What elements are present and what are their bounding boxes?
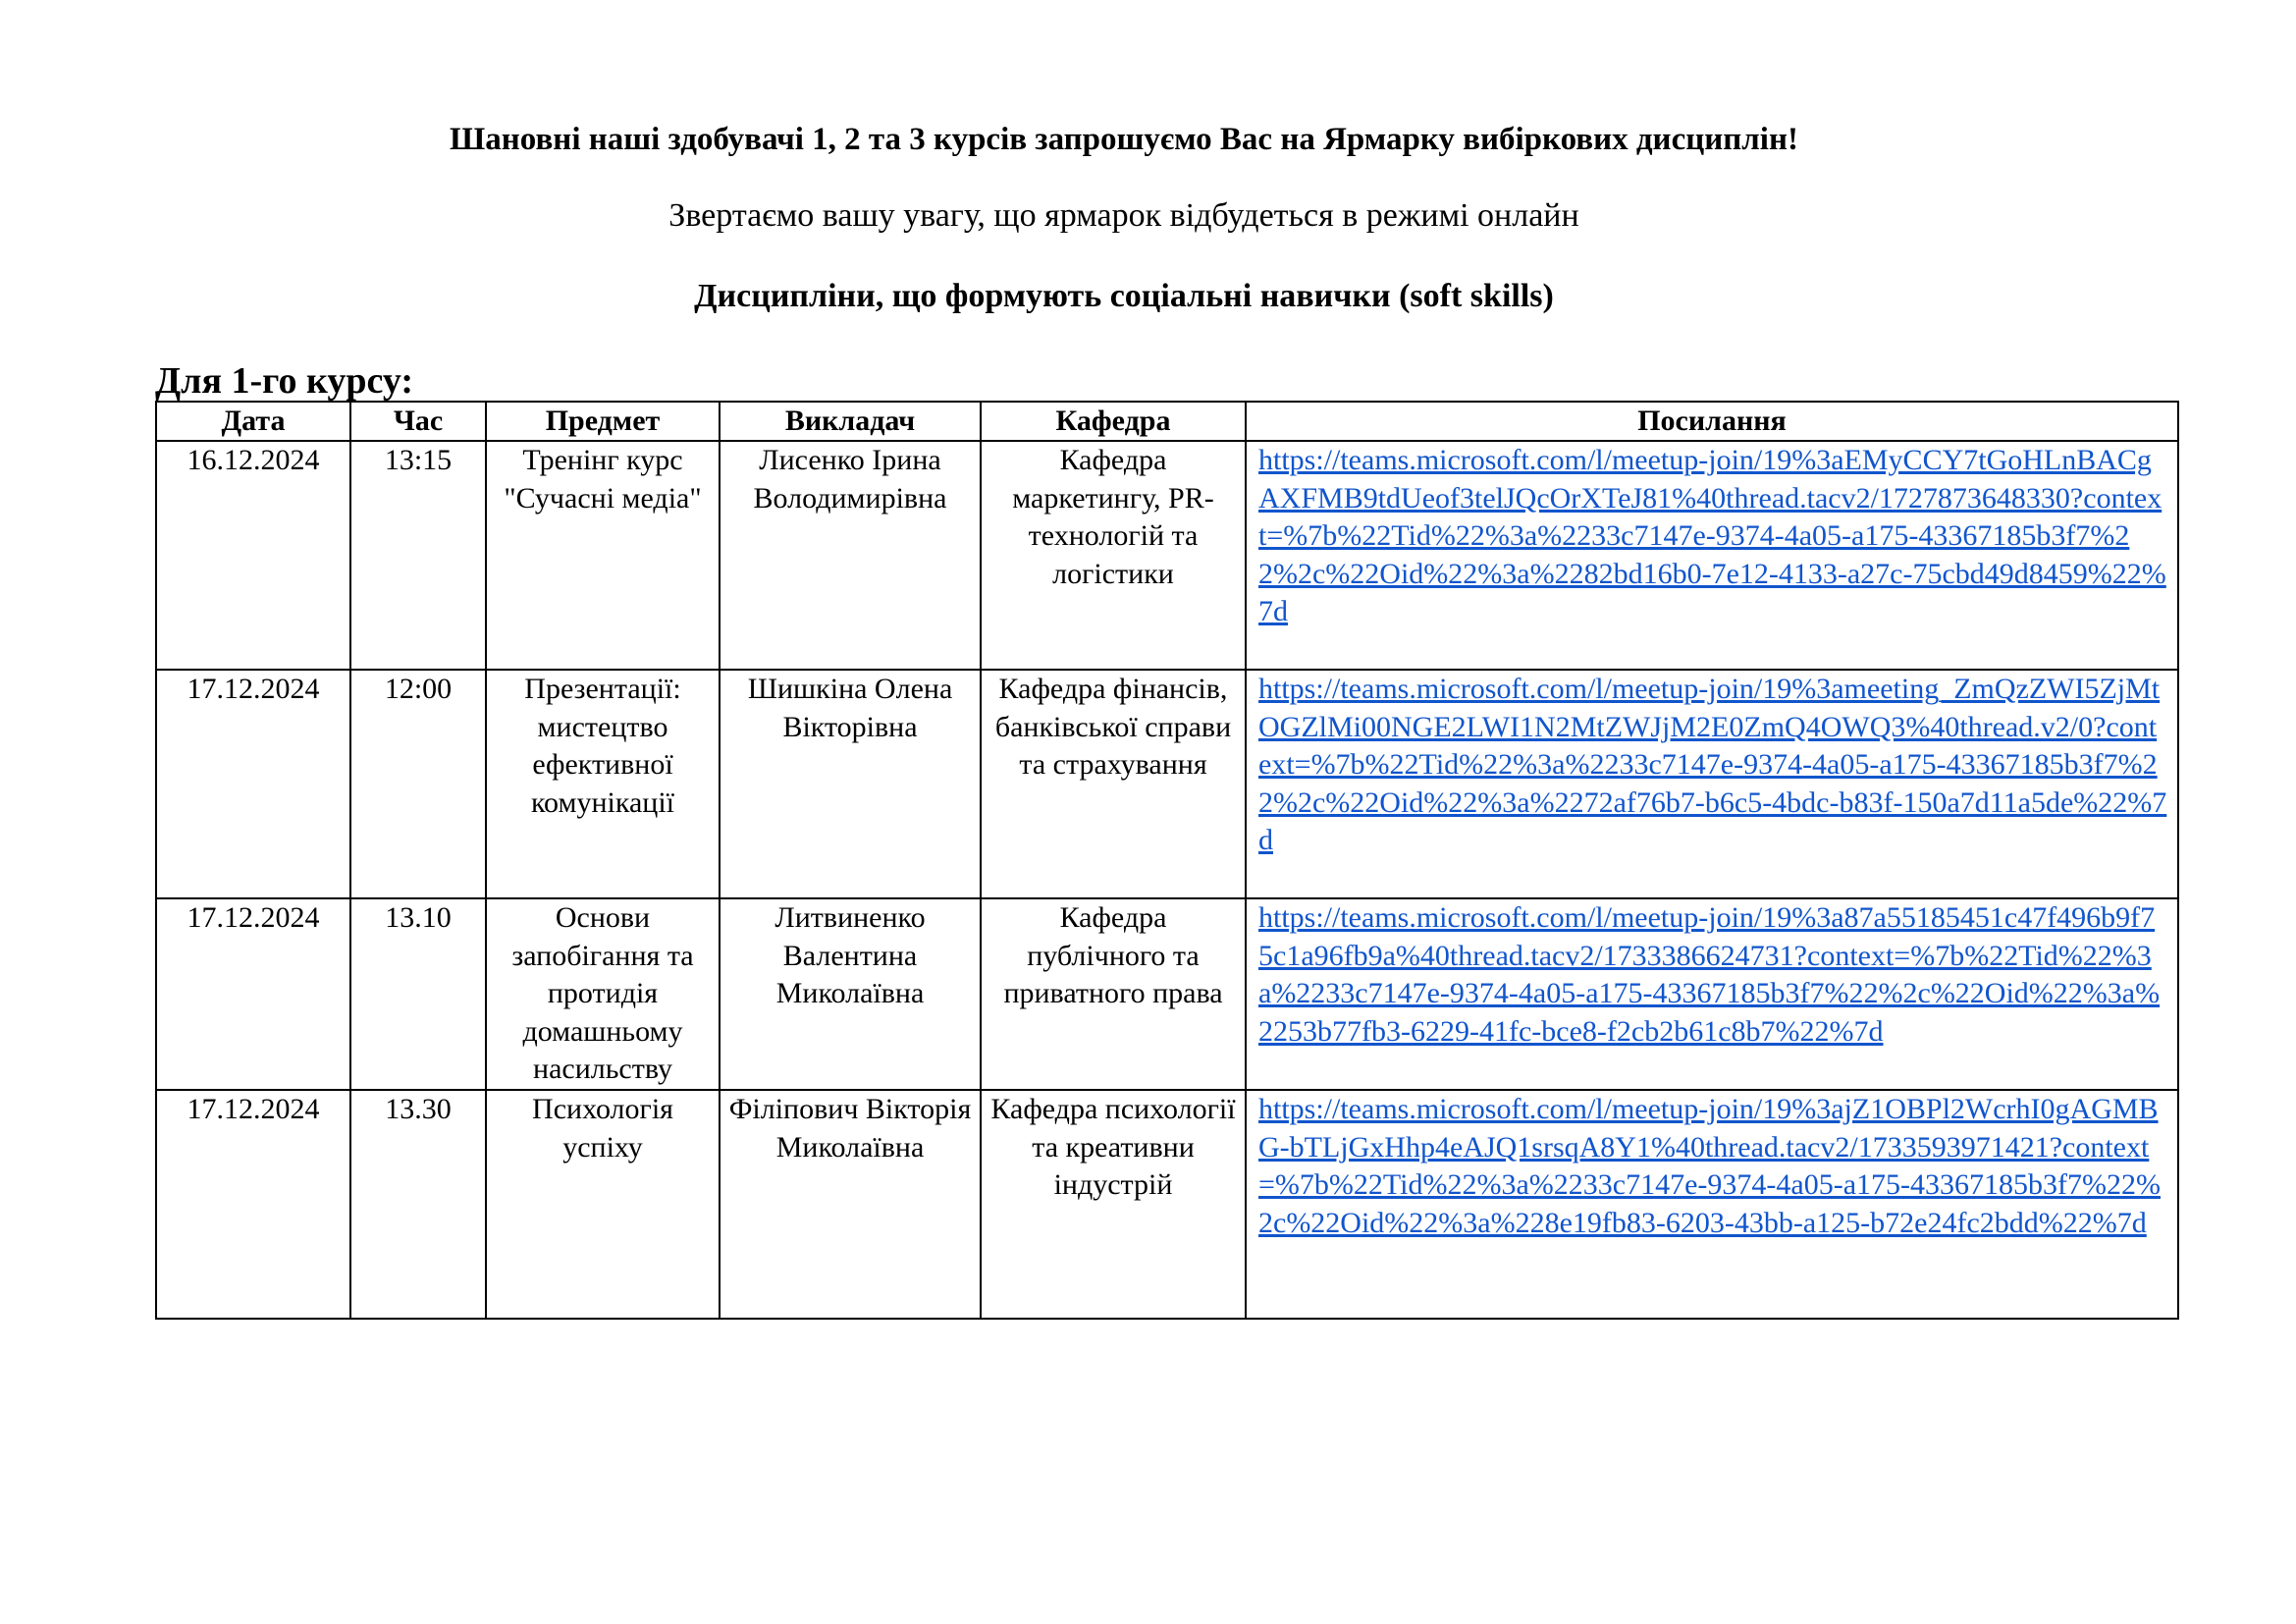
cell-subject: Психологія успіху: [486, 1090, 720, 1319]
cell-date: 16.12.2024: [156, 441, 350, 670]
cell-teacher: Філіпович Вікторія Миколаївна: [720, 1090, 981, 1319]
cell-link: [1246, 1090, 2178, 1319]
cell-time: 13.30: [350, 1090, 486, 1319]
column-header-date: Дата: [156, 402, 350, 441]
cell-time: 13.10: [350, 898, 486, 1090]
cell-link: [1246, 670, 2178, 898]
table-row: [156, 1090, 2178, 1319]
cell-link: [1246, 898, 2178, 1090]
cell-teacher: Шишкіна Олена Вікторівна: [720, 670, 981, 898]
table-row: [156, 898, 2178, 1090]
cell-department: Кафедра фінансів, банківської справи та страхування: [981, 670, 1246, 898]
cell-subject: Основи запобігання та протидія домашньому насильству: [486, 898, 720, 1090]
table-header-row: [156, 402, 2178, 441]
schedule-table: [155, 401, 2179, 1320]
cell-date: 17.12.2024: [156, 898, 350, 1090]
meeting-link[interactable]: https://teams.microsoft.com/l/meetup-join/19%3ajZ1OBPl2WcrhI0gAGMBG-bTLjGxHhp4eAJQ1srsqA8Y1%40thread.tacv2/1733593971421?context=%7b%22Tid%22%3a%2233c7147e-9374-4a05-a175-43367185b3f7%22%2c%22Oid%22%3a%228e19fb83-6203-43bb-a125-b72e24fc2bdd%22%7d: [1258, 1093, 2161, 1239]
cell-time: 12:00: [350, 670, 486, 898]
table-row: [156, 670, 2178, 898]
meeting-link[interactable]: https://teams.microsoft.com/l/meetup-join/19%3aEMyCCY7tGoHLnBACgAXFMB9tdUeof3telJQcOrXTeJ81%40thread.tacv2/1727873648330?context=%7b%22Tid%22%3a%2233c7147e-9374-4a05-a175-43367185b3f7%22%2c%22Oid%22%3a%2282bd16b0-7e12-4133-a27c-75cbd49d8459%22%7d: [1258, 444, 2166, 627]
column-header-link: Посилання: [1246, 402, 2178, 441]
column-header-time: Час: [350, 402, 486, 441]
meeting-link[interactable]: https://teams.microsoft.com/l/meetup-join/19%3a87a55185451c47f496b9f75c1a96fb9a%40thread.tacv2/1733386624731?context=%7b%22Tid%22%3a%2233c7147e-9374-4a05-a175-43367185b3f7%22%2c%22Oid%22%3a%2253b77fb3-6229-41fc-bce8-f2cb2b61c8b7%22%7d: [1258, 901, 2161, 1048]
cell-department: Кафедра публічного та приватного права: [981, 898, 1246, 1090]
page-title: Шановні наші здобувачі 1, 2 та 3 курсів запрошуємо Вас на Ярмарку вибіркових дисциплін!: [450, 122, 1798, 157]
section-title: Дисципліни, що формують соціальні навички (soft skills): [694, 278, 1554, 314]
cell-department: Кафедра маркетингу, PR-технологій та логістики: [981, 441, 1246, 670]
cell-department: Кафедра психології та креативни індустрій: [981, 1090, 1246, 1319]
cell-date: 17.12.2024: [156, 1090, 350, 1319]
cell-subject: Презентації: мистецтво ефективної комунікації: [486, 670, 720, 898]
cell-date: 17.12.2024: [156, 670, 350, 898]
cell-teacher: Лисенко Ірина Володимирівна: [720, 441, 981, 670]
column-header-teacher: Викладач: [720, 402, 981, 441]
course-label: Для 1-го курсу:: [155, 360, 413, 402]
column-header-subject: Предмет: [486, 402, 720, 441]
online-notice: Звертаємо вашу увагу, що ярмарок відбудеться в режимі онлайн: [668, 197, 1579, 234]
cell-teacher: Литвиненко Валентина Миколаївна: [720, 898, 981, 1090]
column-header-department: Кафедра: [981, 402, 1246, 441]
meeting-link[interactable]: https://teams.microsoft.com/l/meetup-join/19%3ameeting_ZmQzZWI5ZjMtOGZlMi00NGE2LWI1N2MtZWJjM2E0ZmQ4OWQ3%40thread.v2/0?context=%7b%22Tid%22%3a%2233c7147e-9374-4a05-a175-43367185b3f7%22%2c%22Oid%22%3a%2272af76b7-b6c5-4bdc-b83f-150a7d11a5de%22%7d: [1258, 673, 2167, 856]
cell-link: [1246, 441, 2178, 670]
cell-time: 13:15: [350, 441, 486, 670]
table-row: [156, 441, 2178, 670]
cell-subject: Тренінг курс "Сучасні медіа": [486, 441, 720, 670]
